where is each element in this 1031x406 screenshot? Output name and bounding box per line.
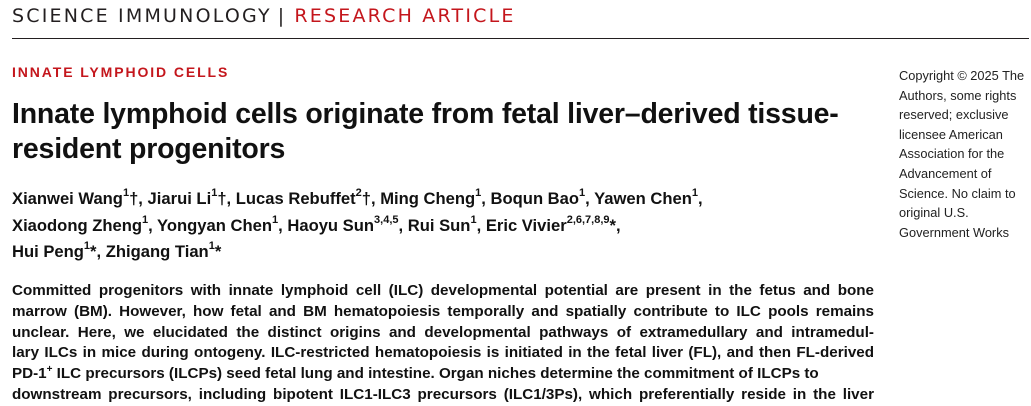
affiliation-sup: 2,6,7,8,9 — [566, 213, 610, 226]
author-mark: , — [585, 189, 590, 208]
abstract — [12, 281, 874, 406]
header-rule — [12, 38, 1029, 39]
affiliation-sup: 1 — [691, 187, 698, 200]
author-mark: , — [476, 215, 482, 235]
affiliation-sup: 1 — [208, 240, 215, 253]
pd1-superscript: + — [46, 364, 53, 376]
header-separator: | — [277, 5, 287, 27]
affiliation-sup: 1 — [83, 240, 91, 253]
affiliation-sup: 1 — [475, 187, 482, 200]
author-name: Ming Cheng — [380, 189, 476, 208]
author-mark: , — [148, 215, 153, 235]
author[interactable] — [594, 189, 703, 208]
author-name: Lucas Rebuffet — [235, 189, 356, 208]
author-name: Jiarui Li — [147, 189, 212, 208]
author[interactable] — [12, 242, 101, 261]
article-title: Innate lymphoid cells originate from fetal liver–derived tissue-resident progenitors — [12, 98, 839, 165]
pd1-marker: PD-1 — [12, 365, 47, 383]
author-mark: †, — [361, 189, 376, 208]
author[interactable] — [12, 213, 153, 235]
author-mark: , — [398, 215, 404, 235]
author[interactable] — [287, 213, 404, 235]
affiliation-sup: 1 — [271, 213, 279, 226]
author-mark: *, — [90, 242, 102, 261]
journal-name: SCIENCE IMMUNOLOGY — [12, 5, 272, 27]
copyright-notice: Copyright © 2025 The Authors, some rights reserved; exclusive licensee American Association for the Advancement of Science. No claim to original U.S. Government Works — [899, 68, 1025, 240]
author-mark: * — [214, 242, 222, 261]
author-name: Boqun Bao — [490, 189, 580, 208]
author-mark: *, — [609, 215, 621, 235]
affiliation-sup: 1 — [470, 213, 477, 226]
author-mark: †, — [217, 189, 232, 208]
author-name: Yawen Chen — [594, 189, 692, 208]
affiliation-sup: 3,4,5 — [374, 213, 399, 226]
author[interactable] — [491, 189, 590, 208]
author[interactable] — [148, 189, 232, 208]
author[interactable] — [407, 213, 482, 235]
affiliation-sup: 2 — [355, 187, 362, 200]
author-name: Zhigang Tian — [105, 242, 209, 261]
section-label: INNATE LYMPHOID CELLS — [12, 64, 230, 80]
author[interactable] — [236, 189, 376, 208]
article-type: RESEARCH ARTICLE — [294, 5, 516, 27]
author[interactable] — [380, 189, 486, 208]
abstract-line — [12, 364, 874, 385]
abstract-line: Committed progenitors with innate lymphoid cell (ILC) developmental potential are present in the fetus and bone — [12, 282, 874, 299]
author-name: Xiaodong Zheng — [12, 215, 142, 235]
author-name: Eric Vivier — [485, 215, 567, 235]
affiliation-sup: 1 — [211, 187, 218, 200]
abstract-line: unclear. Here, we elucidated the distinct origins and developmental pathways of extramedullary and intramedul- — [12, 323, 874, 341]
abstract-line: marrow (BM). However, how fetal and BM hematopoiesis temporally and spatially contribute to ILC pools remains — [12, 302, 874, 320]
author-list — [12, 186, 872, 266]
abstract-line-text: ILC precursors (ILCPs) seed fetal lung and intestine. Organ niches determine the commitment of ILCPs to — [52, 365, 819, 383]
abstract-line: lary ILCs in mice during ontogeny. ILC-restricted hematopoiesis is initiated in the fetal liver (FL), and then FL-derived — [12, 344, 874, 362]
author[interactable] — [157, 213, 283, 235]
affiliation-sup: 1 — [579, 187, 586, 200]
journal-header — [12, 5, 516, 27]
author-mark: , — [278, 215, 283, 235]
author-mark: , — [481, 189, 486, 208]
author-name: Rui Sun — [407, 215, 471, 235]
affiliation-sup: 1 — [141, 213, 149, 226]
author-name: Haoyu Sun — [287, 215, 375, 235]
author[interactable] — [106, 242, 222, 261]
author-name: Xianwei Wang — [12, 189, 123, 208]
author-mark: †, — [129, 189, 143, 208]
author[interactable] — [12, 189, 143, 208]
author-name: Yongyan Chen — [157, 215, 272, 235]
author-name: Hui Peng — [12, 242, 84, 261]
author-mark: , — [697, 189, 703, 208]
author[interactable] — [485, 213, 621, 235]
affiliation-sup: 1 — [122, 187, 130, 200]
abstract-line: downstream precursors, including bipotent ILC1-ILC3 precursors (ILC1/3Ps), which preferentially reside in the liver — [12, 385, 874, 403]
